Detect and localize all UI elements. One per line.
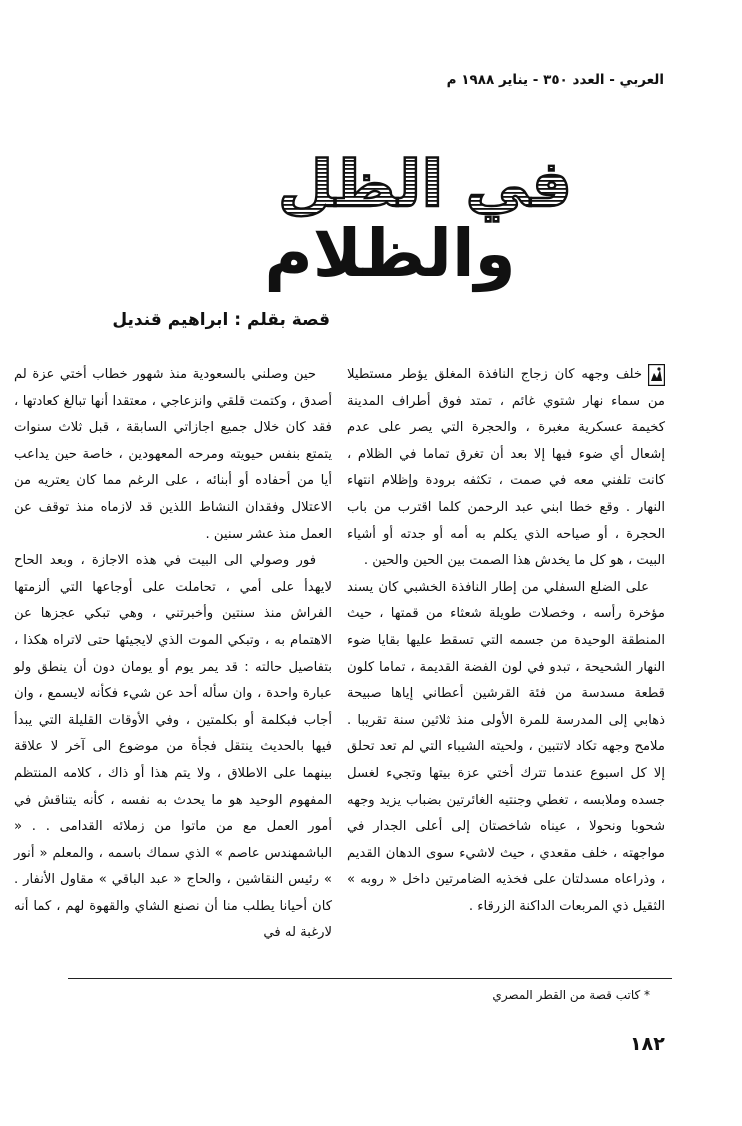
footnote: * كاتب قصة من القطر المصري [492,988,650,1002]
drawing-icon [648,364,665,386]
title-line-1: في الظل [277,148,573,222]
byline: قصة بقلم : ابراهيم قنديل [112,310,330,330]
issue-header: العربي - العدد ٣٥٠ - يناير ١٩٨٨ م [446,72,664,88]
column-left [14,362,332,947]
title-line-2: والظلام [264,215,516,292]
paragraph: فور وصولي الى البيت في هذه الاجازة ، وبعد الحاح لايهدأ على أمي ، تحاملت على أوجاعها التي ألزمتها الفراش منذ سنتين وأخبرتني ، وهي تبكي عجزها عن الاهتمام به ، وتبكي الموت الذي لايجيئها حتى لاتراه هكذا ، بتفاصيل حالته : قد يمر يوم أو يومان دون أن ينطق ولو عبارة واحدة ، وان سأله أحد عن شيء فكأنه لايسمع ، وان أجاب فبكلمة أو بكلمتين ، وفي الأوقات القليلة التي يبدأ فيها بالحديث ينتقل فجأة من موضوع الى آخر لا علاقة بينهما على الاطلاق ، ولا يتم هذا أو ذاك ، كلامه المنتظم المفهوم الوحيد هو ما يحدث به نفسه ، كأنه يتناقش في أمور العمل مع من ماتوا من زملائه القدامى . . « الباشمهندس عاصم » الذي سماك باسمه ، والمعلم « أنور » رئيس النقاشين ، والحاج « عبد الباقي » مقاول الأنفار . كان أحيانا يطلب منا أن نصنع الشاي والقهوة لهم ، كما أنه لارغبة له في [14,553,332,941]
column-right [347,362,665,920]
title-lettering [0,148,742,293]
footnote-divider [68,978,672,979]
page-number: ١٨٢ [630,1033,665,1055]
article-title [0,148,742,293]
paragraph: خلف وجهه كان زجاج النافذة المغلق يؤطر مستطيلا من سماء نهار شتوي غائم ، تمتد فوق أطراف المدينة كخيمة عسكرية مغبرة ، والحجرة التي يصر على عدم إشعال أي ضوء فيها إلا بعد أن تغرق تماما في الظلام ، كانت تلفني معه في صمت ، تكثفه برودة وإظلام انتهاء النهار . وقع خطا ابني عبد الرحمن كلما اقترب من باب الحجرة ، أو صياحه الذي يكلم به أمه أو جدته أو أشياء البيت ، هو كل ما يخدش هذا الصمت بين الحين والحين . [347,367,665,569]
paragraph: على الضلع السفلي من إطار النافذة الخشبي كان يسند مؤخرة رأسه ، وخصلات طويلة شعثاء من قمتها ، حيث المنطقة الوحيدة من جسمه التي تسقط عليها بقايا ضوء النهار الشحيحة ، تبدو في لون الفضة القديمة ، تماما كلون قطعة مسدسة من فئة القرشين أعطاني إياها صبيحة ذهابي إلى المدرسة للمرة الأولى منذ ثلاثين سنة تقريبا . ملامح وجهه تكاد لاتتبين ، ولحيته الشيباء التي لم تعد تحلق إلا كل اسبوع عندما تترك أختي عزة بيتها وتجيء لغسل جسده وملابسه ، تغطي وجنتيه الغائرتين بضباب يزيد وجهه شحوبا ونحولا ، عيناه شاخصتان إلى أعلى الجدار في مواجهته ، خلف مقعدي ، حيث لاشيء سوى الدهان القديم ، وذراعاه مسدلتان على فخذيه الضامرتين داخل « روبه » الثقيل ذي المربعات الداكنة الزرقاء . [347,579,665,914]
paragraph: حين وصلني بالسعودية منذ شهور خطاب أختي عزة لم أصدق ، وكتمت قلقي وانزعاجي ، معتقدا أنها تبالغ كعادتها ، فقد كان خلال جميع اجازاتي السابقة ، قبل ثلاث سنوات يتمتع بنفس حيويته ومرحه المعهودين ، خاصة حين يداعب أيا من أحفاده أو أبنائه ، على الرغم مما كان يعتريه من الاعتلال وفقدان النشاط اللذين قد لازماه منذ توقف عن العمل منذ عشر سنين . [14,367,332,542]
